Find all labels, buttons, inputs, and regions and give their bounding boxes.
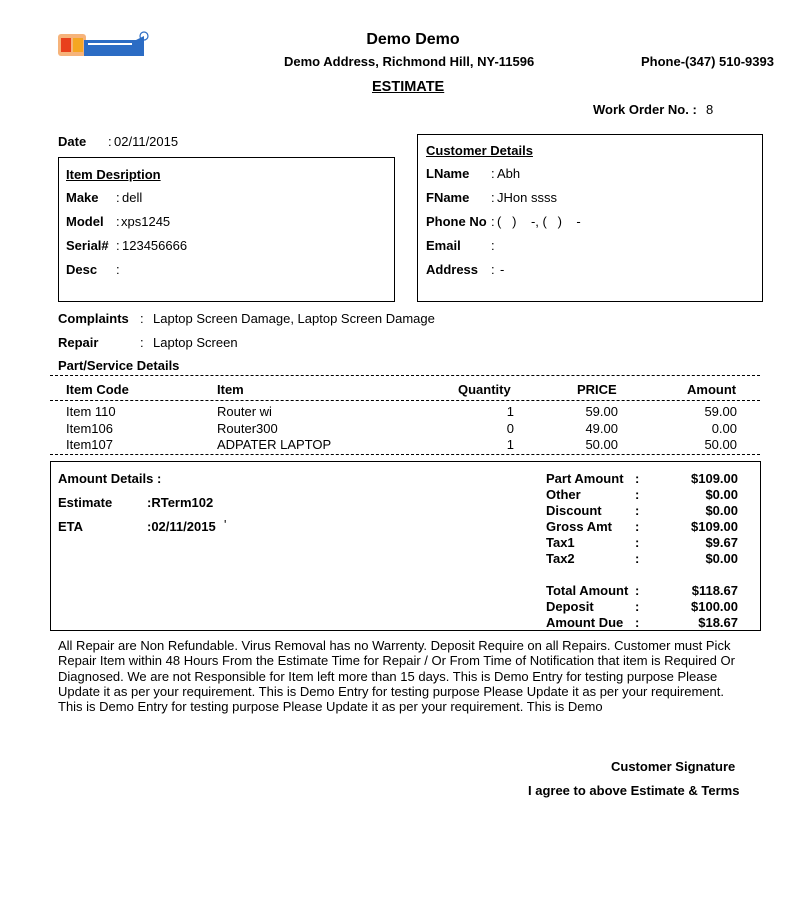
fname-label: FName [426,190,470,205]
email-separator: : [491,238,495,253]
part-amount-value: $109.00 [691,471,738,486]
tax2-value: $0.00 [705,551,738,566]
col-item: Item [217,382,244,397]
company-address: Demo Address, Richmond Hill, NY-11596 [284,54,535,69]
amount-details-box [50,461,761,631]
eta-tick-mark: ' [224,518,227,532]
repair-separator: : [140,335,144,350]
address-value: - [500,262,505,277]
part-amount-separator: : [635,471,640,486]
discount-value: $0.00 [705,503,738,518]
amount-due-value: $18.67 [698,615,738,630]
row-item: ADPATER LAPTOP [217,437,332,452]
terms-text: All Repair are Non Refundable. Virus Removal has no Warrenty. Deposit Require on all Repairs. Customer must Pick Repair Item within 48 Hours From the Estimate Time for Repair / Or From Time of Notification that item is Required Or Diagnosed. We are not Responsible for Item left more than 15 days. This is Demo Entry for testing purpose Please Update it as per your requirement. This is Demo Entry for testing purpose Please Update it as per your requirement. This is Demo Entry for testing purpose Please Update it as per your requirement. This is Demo [58,638,735,715]
customer-details-title: Customer Details [426,143,533,158]
row-amount: 0.00 [711,421,737,436]
company-phone: Phone-(347) 510-9393 [641,54,774,69]
tax2-label: Tax2 [546,551,575,566]
total-amount-separator: : [635,583,640,598]
gross-amount-label: Gross Amt [546,519,612,534]
discount-separator: : [635,503,640,518]
parts-header-bottom-divider [50,400,760,401]
gross-amount-value: $109.00 [691,519,738,534]
agreement-text: I agree to above Estimate & Terms [528,783,740,798]
make-separator: : [116,190,120,205]
fname-separator: : [491,190,495,205]
tax1-label: Tax1 [546,535,575,550]
col-amount: Amount [687,382,737,397]
amount-due-separator: : [635,615,640,630]
deposit-separator: : [635,599,640,614]
work-order-value: 8 [706,102,714,117]
row-item-code: Item106 [66,421,113,436]
serial-separator: : [116,238,120,253]
phone-value: ( ) -, ( ) - [497,214,581,229]
model-value: xps1245 [121,214,171,229]
date-separator: : [108,134,112,149]
complaints-value: Laptop Screen Damage, Laptop Screen Damage [153,311,435,326]
document-title: ESTIMATE [372,79,445,95]
row-item-code: Item107 [66,437,113,452]
serial-label: Serial# [66,238,109,253]
row-quantity: 0 [506,421,514,436]
estimate-value: :RTerm102 [147,495,214,510]
address-label: Address [426,262,479,277]
make-value: dell [122,190,143,205]
total-amount-value: $118.67 [691,583,738,598]
other-separator: : [635,487,640,502]
model-separator: : [116,214,120,229]
repair-label: Repair [58,335,99,350]
deposit-label: Deposit [546,599,594,614]
lname-separator: : [491,166,495,181]
tax1-value: $9.67 [705,535,738,550]
deposit-value: $100.00 [691,599,738,614]
parts-header-top-divider [50,375,760,376]
eta-value: :02/11/2015 [147,519,216,534]
lname-label: LName [426,166,470,181]
parts-bottom-divider [50,454,760,455]
row-item: Router wi [217,404,272,419]
row-item: Router300 [217,421,278,436]
tax1-separator: : [635,535,640,550]
amount-due-label: Amount Due [546,615,624,630]
total-amount-label: Total Amount [546,583,629,598]
work-order-label: Work Order No. : [593,102,697,117]
desc-label: Desc [66,262,98,277]
other-value: $0.00 [705,487,738,502]
complaints-label: Complaints [58,311,129,326]
discount-label: Discount [546,503,602,518]
other-label: Other [546,487,581,502]
phone-label: Phone No [426,214,487,229]
complaints-separator: : [140,311,144,326]
row-item-code: Item 110 [66,404,116,419]
col-price: PRICE [577,382,617,397]
parts-title: Part/Service Details [58,358,180,373]
part-amount-label: Part Amount [546,471,624,486]
make-label: Make [66,190,99,205]
estimate-label: Estimate [58,495,113,510]
tax2-separator: : [635,551,640,566]
gross-amount-separator: : [635,519,640,534]
amount-details-title: Amount Details : [58,471,162,486]
col-item-code: Item Code [66,382,129,397]
row-quantity: 1 [506,404,514,419]
date-label: Date [58,134,87,149]
serial-value: 123456666 [122,238,188,253]
email-label: Email [426,238,461,253]
date-value: 02/11/2015 [114,134,179,149]
phone-separator: : [491,214,495,229]
model-label: Model [66,214,104,229]
address-separator: : [491,262,495,277]
lname-value: Abh [497,166,521,181]
row-price: 59.00 [585,404,618,419]
row-quantity: 1 [506,437,514,452]
customer-signature-label: Customer Signature [611,759,736,774]
item-description-title: Item Desription [66,167,161,182]
company-name: Demo Demo [366,31,460,48]
row-amount: 59.00 [704,404,737,419]
desc-separator: : [116,262,120,277]
fname-value: JHon ssss [497,190,557,205]
col-quantity: Quantity [458,382,511,397]
row-price: 50.00 [585,437,618,452]
repair-value: Laptop Screen [153,335,238,350]
row-price: 49.00 [585,421,618,436]
eta-label: ETA [58,519,84,534]
row-amount: 50.00 [704,437,737,452]
